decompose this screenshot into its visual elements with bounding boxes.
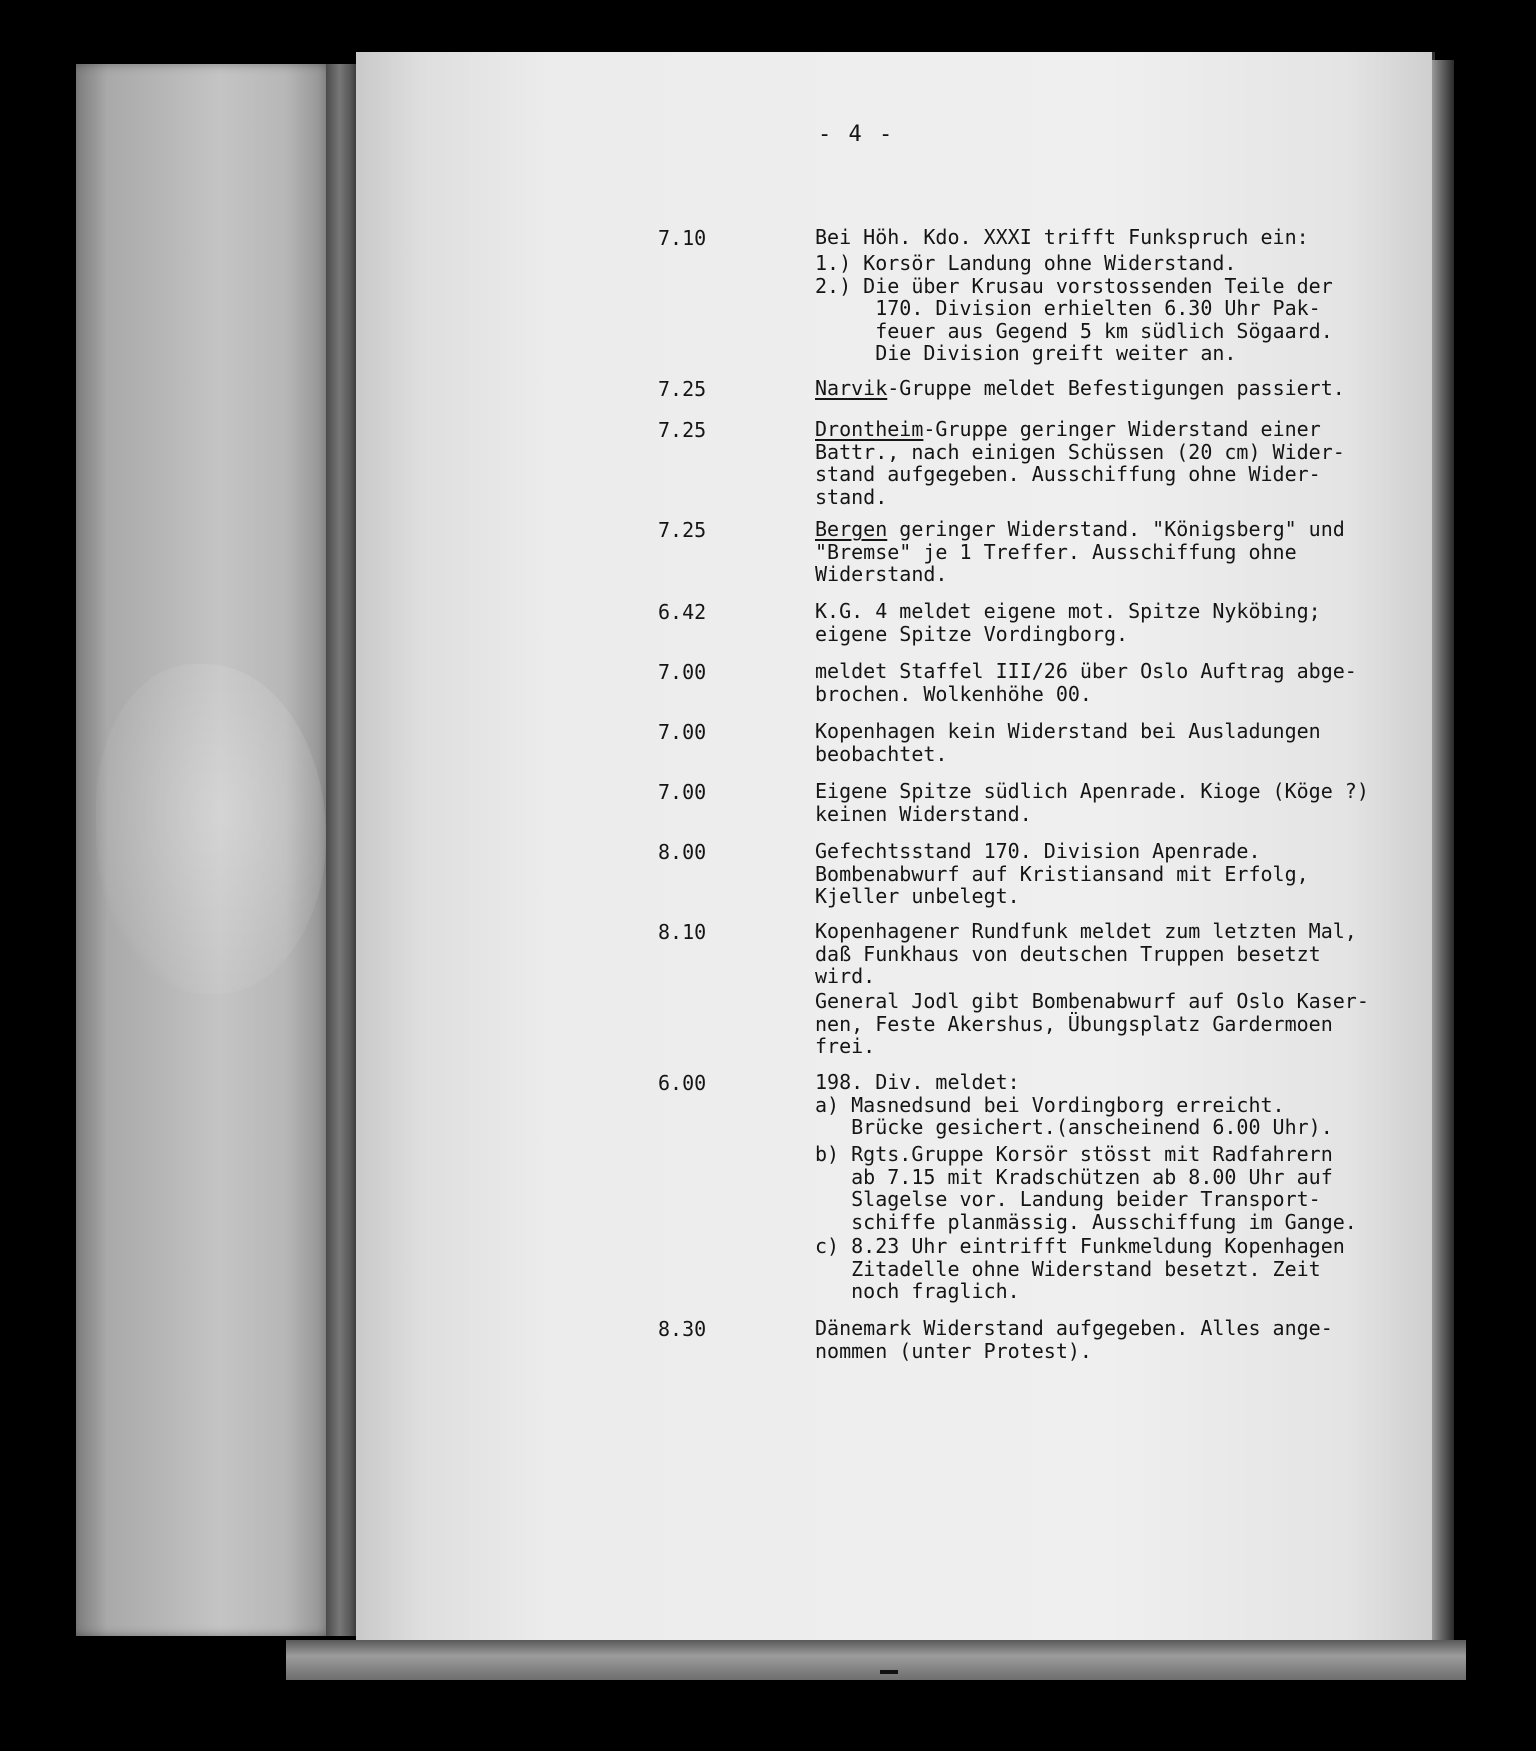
entry-line-rest: -Gruppe meldet Befestigungen passiert. (887, 376, 1345, 400)
entry-line: Kopenhagener Rundfunk meldet zum letzten Mal, (815, 919, 1357, 943)
entry-line: nen, Feste Akershus, Übungsplatz Gardermoen (815, 1011, 1333, 1036)
entry-line: keinen Widerstand. (815, 801, 1032, 826)
entry-line: Gefechtsstand 170. Division Apenrade. (815, 839, 1261, 863)
entry-text (815, 780, 1455, 825)
entry-time: 8.00 (658, 840, 707, 864)
entry-line: Widerstand. (815, 562, 948, 586)
entry-line (815, 418, 1455, 441)
entry-line: wird. (815, 964, 876, 988)
entry-line (815, 518, 1455, 541)
entry-line-rest: geringer Widerstand. "Königsberg" und (887, 517, 1345, 541)
page-number: - 4 - (818, 122, 895, 147)
entry-line: a) Masnedsund bei Vordingborg erreicht. (815, 1092, 1285, 1117)
entry-text (815, 252, 1455, 365)
entry-text (815, 1235, 1455, 1303)
bottom-strip (286, 1640, 1466, 1680)
entry-line: eigene Spitze Vordingborg. (815, 621, 1129, 646)
water-stain (96, 664, 326, 994)
entry-line: stand aufgegeben. Ausschiffung ohne Wider- (815, 462, 1321, 486)
entry-time: 7.25 (658, 518, 707, 542)
underlined-place: Drontheim (815, 417, 924, 441)
entry-time: 7.00 (658, 660, 707, 684)
entry-line: frei. (815, 1034, 876, 1058)
entry-text (815, 418, 1455, 508)
entry-line: Eigene Spitze südlich Apenrade. Kioge (Köge ?) (815, 779, 1369, 803)
entry-text (815, 990, 1455, 1058)
entry-time: 8.10 (658, 920, 707, 944)
entry-text (815, 226, 1455, 249)
entry-line: 170. Division erhielten 6.30 Uhr Pak- (815, 296, 1321, 320)
entry-line: meldet Staffel III/26 über Oslo Auftrag abge- (815, 659, 1357, 683)
entry-line-rest: -Gruppe geringer Widerstand einer (923, 417, 1321, 441)
underlined-place: Narvik (815, 376, 888, 400)
entry-line: nommen (unter Protest). (815, 1338, 1092, 1363)
entry-time: 7.25 (658, 418, 707, 442)
entry-line: Dänemark Widerstand aufgegeben. Alles ange- (815, 1316, 1333, 1340)
entry-line: Bombenabwurf auf Kristiansand mit Erfolg, (815, 861, 1309, 886)
entry-time: 7.10 (658, 226, 707, 250)
entry-line: stand. (815, 484, 888, 509)
entry-line: b) Rgts.Gruppe Korsör stösst mit Radfahrern (815, 1142, 1333, 1166)
entry-text (815, 518, 1455, 586)
entry-line: Slagelse vor. Landung beider Transport- (815, 1187, 1321, 1211)
entry-line (815, 377, 1455, 400)
entry-text (815, 1143, 1455, 1233)
entry-line: beobachtet. (815, 741, 948, 766)
entry-time: 7.00 (658, 780, 707, 804)
entry-line: Battr., nach einigen Schüssen (20 cm) Wider- (815, 439, 1345, 464)
entry-line: schiffe planmässig. Ausschiffung im Gange. (815, 1209, 1357, 1234)
entry-text (815, 660, 1455, 705)
entry-line: 198. Div. meldet: (815, 1070, 1020, 1094)
entry-time: 7.25 (658, 377, 707, 401)
entry-text (815, 1071, 1455, 1139)
entry-line: 2.) Die über Krusau vorstossenden Teile der (815, 273, 1333, 298)
entry-line: Zitadelle ohne Widerstand besetzt. Zeit (815, 1256, 1321, 1281)
book-gutter (326, 64, 360, 1636)
entry-line: c) 8.23 Uhr eintrifft Funkmeldung Kopenhagen (815, 1234, 1345, 1258)
entry-time: 6.42 (658, 600, 707, 624)
entry-line: feuer aus Gegend 5 km südlich Sögaard. (815, 318, 1333, 343)
entry-line: brochen. Wolkenhöhe 00. (815, 681, 1092, 706)
entry-line: "Bremse" je 1 Treffer. Ausschiffung ohne (815, 539, 1297, 564)
entry-line: 1.) Korsör Landung ohne Widerstand. (815, 251, 1237, 275)
bottom-mark (880, 1670, 898, 1674)
left-page (76, 64, 338, 1636)
entry-line: Kopenhagen kein Widerstand bei Ausladungen (815, 719, 1321, 743)
underlined-place: Bergen (815, 517, 888, 541)
entry-line: K.G. 4 meldet eigene mot. Spitze Nyköbing; (815, 599, 1321, 623)
entry-line: General Jodl gibt Bombenabwurf auf Oslo Kaser- (815, 989, 1369, 1013)
entry-text (815, 1317, 1455, 1362)
entry-text (815, 720, 1455, 765)
entry-text (815, 840, 1455, 908)
entry-line: Bei Höh. Kdo. XXXI trifft Funkspruch ein: (815, 225, 1309, 249)
entry-line: Die Division greift weiter an. (815, 341, 1237, 365)
entry-text (815, 600, 1455, 645)
entry-time: 8.30 (658, 1317, 707, 1341)
entry-line: noch fraglich. (815, 1279, 1020, 1303)
entry-text (815, 920, 1455, 988)
entry-time: 6.00 (658, 1071, 707, 1095)
entry-line: daß Funkhaus von deutschen Truppen besetzt (815, 941, 1321, 966)
entry-line: ab 7.15 mit Kradschützen ab 8.00 Uhr auf (815, 1164, 1333, 1189)
entry-time: 7.00 (658, 720, 707, 744)
entry-line: Kjeller unbelegt. (815, 884, 1020, 908)
entry-text (815, 377, 1455, 400)
entry-line: Brücke gesichert.(anscheinend 6.00 Uhr). (815, 1115, 1333, 1139)
